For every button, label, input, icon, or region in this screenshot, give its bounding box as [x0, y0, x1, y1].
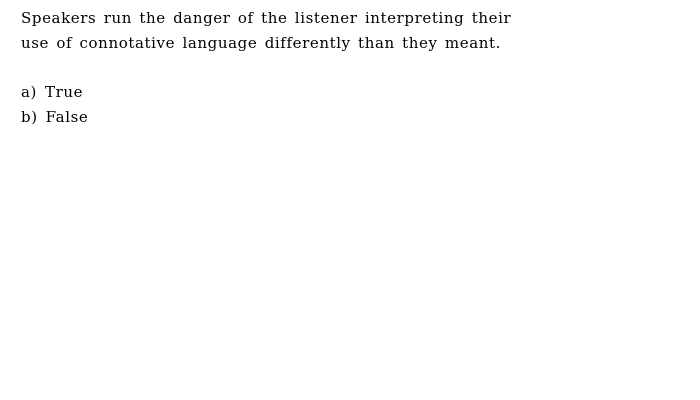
answer-options [21, 80, 88, 130]
option-false[interactable] [21, 105, 88, 130]
question-text [21, 6, 681, 56]
question-line: use of connotative language differently than they meant. [21, 34, 502, 52]
option-true[interactable] [21, 80, 88, 105]
option-letter: a) [21, 83, 37, 101]
option-label: False [45, 108, 89, 126]
option-letter: b) [21, 108, 38, 126]
option-label: True [45, 83, 84, 101]
question-line: Speakers run the danger of the listener interpreting their [21, 9, 512, 27]
